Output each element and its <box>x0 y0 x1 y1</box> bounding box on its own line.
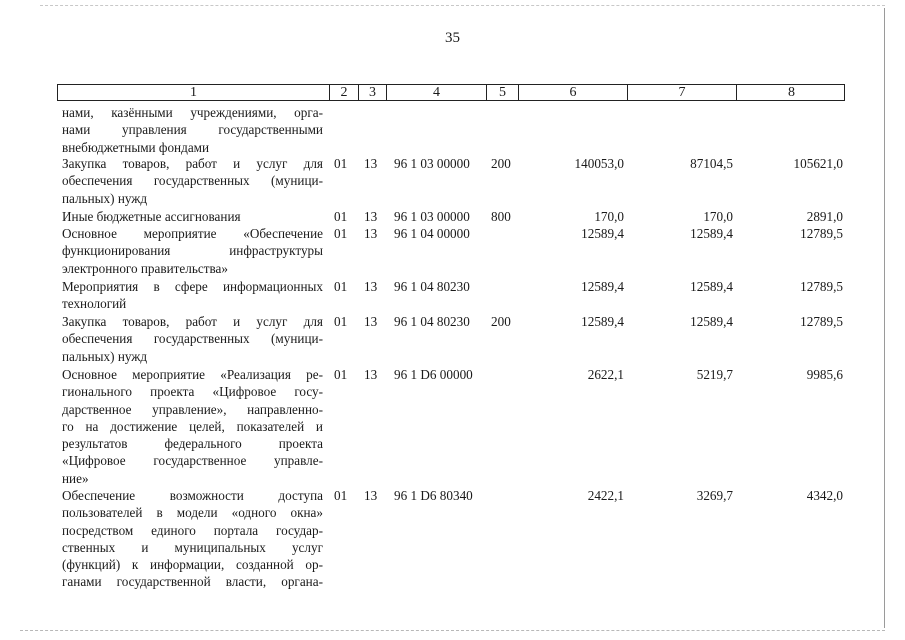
cell-target-code: 96 1 04 80230 <box>394 279 470 294</box>
cell-amount-6: 12589,4 <box>581 279 624 294</box>
header-cell-4: 4 <box>386 85 486 100</box>
cell-target-code: 96 1 D6 00000 <box>394 367 473 382</box>
scan-edge-right <box>884 8 885 628</box>
cell-amount-8: 12789,5 <box>800 314 843 329</box>
cell-subsection: 13 <box>364 226 378 241</box>
header-cell-5: 5 <box>486 85 518 100</box>
row-name-line: Закупка товаров, работ и услуг для <box>62 314 323 329</box>
row-name-line: нами, казёнными учреждениями, орга- <box>62 105 323 120</box>
row-name-line: го на достижение целей, показателей и <box>62 418 323 434</box>
cell-section: 01 <box>334 367 348 382</box>
header-cell-8: 8 <box>736 85 846 100</box>
cell-subsection: 13 <box>364 209 378 224</box>
row-name-line: Основное мероприятие «Реализация ре- <box>62 367 323 382</box>
row-name-line: технологий <box>62 296 127 312</box>
row-name <box>62 278 323 313</box>
row-name-line: Закупка товаров, работ и услуг для <box>62 156 323 171</box>
row-name-line: (функций) к информации, созданной ор- <box>62 557 323 573</box>
cell-target-code: 96 1 03 00000 <box>394 209 470 224</box>
cell-amount-6: 2422,1 <box>587 488 624 503</box>
cell-amount-8: 12789,5 <box>800 279 843 294</box>
row-name-line: нами управления государственными <box>62 122 323 138</box>
row-name-line: обеспечения государственных (муници- <box>62 173 323 189</box>
cell-subsection: 13 <box>364 488 378 503</box>
cell-expense-type: 200 <box>491 156 511 171</box>
cell-section: 01 <box>334 156 348 171</box>
cell-section: 01 <box>334 209 348 224</box>
header-cell-6: 6 <box>518 85 627 100</box>
row-name-line: «Цифровое государственное управле- <box>62 453 323 469</box>
cell-amount-7: 3269,7 <box>696 488 733 503</box>
row-name-line: Иные бюджетные ассигнования <box>62 209 241 224</box>
cell-target-code: 96 1 03 00000 <box>394 156 470 171</box>
cell-subsection: 13 <box>364 367 378 382</box>
row-name-line: Обеспечение возможности доступа <box>62 488 323 503</box>
cell-amount-6: 12589,4 <box>581 314 624 329</box>
row-name-line: пользователей в модели «одного окна» <box>62 505 323 521</box>
cell-target-code: 96 1 D6 80340 <box>394 488 473 503</box>
scan-edge-top <box>40 5 885 7</box>
row-name-line: ственных и муниципальных услуг <box>62 539 323 555</box>
scan-edge-bottom <box>20 630 885 632</box>
cell-section: 01 <box>334 279 348 294</box>
cell-amount-8: 12789,5 <box>800 226 843 241</box>
page-number: 35 <box>445 30 460 46</box>
cell-amount-6: 170,0 <box>594 209 624 224</box>
cell-section: 01 <box>334 314 348 329</box>
row-name-line: пальных) нужд <box>62 190 148 206</box>
row-name <box>62 366 323 487</box>
cell-amount-8: 105621,0 <box>793 156 843 171</box>
cell-amount-7: 5219,7 <box>696 367 733 382</box>
row-name-line: внебюджетными фондами <box>62 139 210 155</box>
row-name <box>62 104 323 156</box>
row-name-line: ганами государственной власти, органа- <box>62 574 323 590</box>
row-name-line: обеспечения государственных (муници- <box>62 331 323 347</box>
header-cell-1: 1 <box>190 85 197 100</box>
row-name-line: функционирования инфраструктуры <box>62 243 323 259</box>
cell-target-code: 96 1 04 80230 <box>394 314 470 329</box>
cell-subsection: 13 <box>364 314 378 329</box>
cell-subsection: 13 <box>364 279 378 294</box>
row-name <box>62 313 323 365</box>
row-name-line: ние» <box>62 470 89 486</box>
row-name <box>62 487 323 591</box>
cell-amount-8: 4342,0 <box>806 488 843 503</box>
row-name-line: гионального проекта «Цифровое госу- <box>62 384 323 400</box>
cell-target-code: 96 1 04 00000 <box>394 226 470 241</box>
cell-amount-7: 12589,4 <box>690 226 733 241</box>
cell-amount-7: 87104,5 <box>690 156 733 171</box>
cell-expense-type: 800 <box>491 209 511 224</box>
cell-amount-7: 170,0 <box>703 209 733 224</box>
row-name-line: Мероприятия в сфере информационных <box>62 279 323 294</box>
row-name <box>62 208 323 225</box>
cell-expense-type: 200 <box>491 314 511 329</box>
cell-amount-8: 9985,6 <box>806 367 843 382</box>
row-name-line: пальных) нужд <box>62 348 148 364</box>
table-header-row <box>57 84 845 101</box>
cell-amount-7: 12589,4 <box>690 314 733 329</box>
cell-amount-7: 12589,4 <box>690 279 733 294</box>
cell-amount-6: 12589,4 <box>581 226 624 241</box>
row-name <box>62 155 323 207</box>
cell-section: 01 <box>334 488 348 503</box>
cell-amount-6: 140053,0 <box>574 156 624 171</box>
row-name-line: дарственное управление», направленно- <box>62 401 323 417</box>
row-name <box>62 225 323 277</box>
row-name-line: посредством единого портала государ- <box>62 522 323 538</box>
header-cell-7: 7 <box>627 85 736 100</box>
header-cell-2: 2 <box>329 85 358 100</box>
row-name-line: Основное мероприятие «Обеспечение <box>62 226 323 241</box>
row-name-line: электронного правительства» <box>62 260 228 276</box>
cell-section: 01 <box>334 226 348 241</box>
cell-amount-6: 2622,1 <box>587 367 624 382</box>
cell-subsection: 13 <box>364 156 378 171</box>
cell-amount-8: 2891,0 <box>806 209 843 224</box>
row-name-line: результатов федерального проекта <box>62 436 323 452</box>
header-cell-3: 3 <box>358 85 386 100</box>
